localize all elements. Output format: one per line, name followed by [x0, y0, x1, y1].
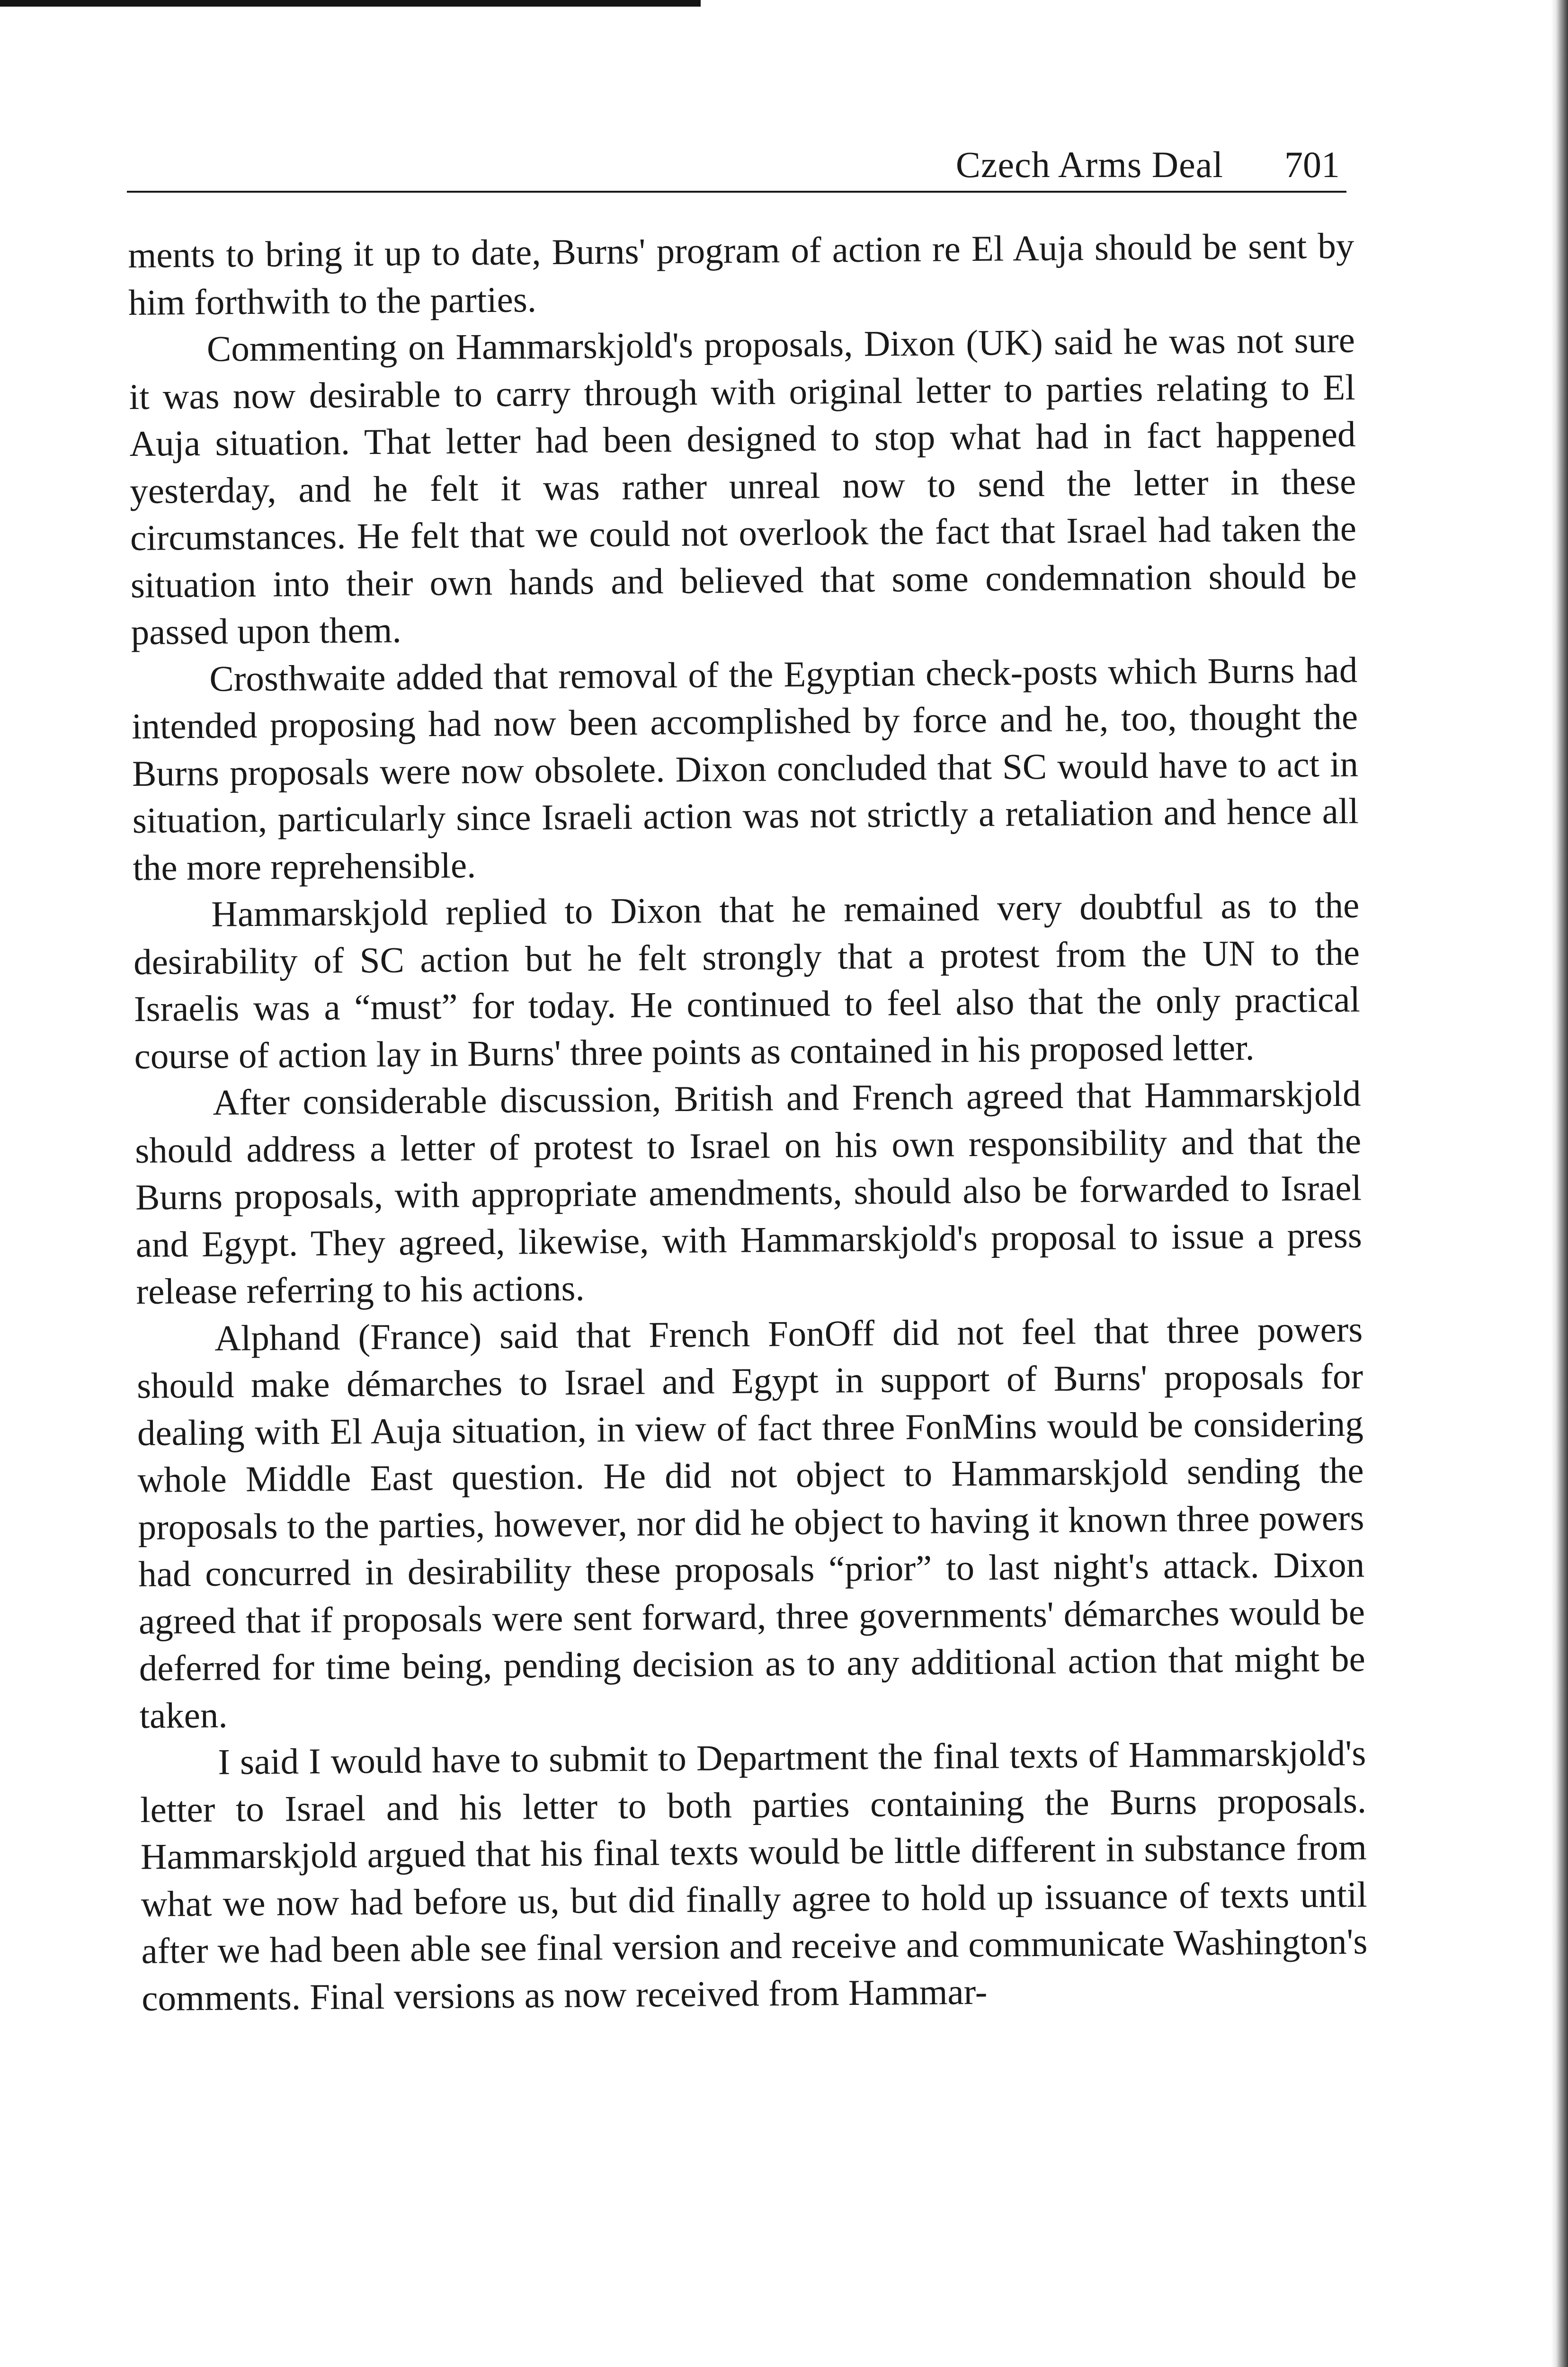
running-header-title: Czech Arms Deal: [955, 144, 1223, 185]
paragraph-alphand: Alphand (France) said that French FonOff did not feel that three powers should make démarches to Israel and Egypt in support of Burns' proposals for dealing with El Auja situation, in view of fact three FonMins would be considering whole Middle East question. He did not object to Hammarskjold sending the proposals to the parties, however, nor did he object to having it known three powers had concurred in desirability these proposals “prior” to last night's attack. Dixon agreed that if proposals were sent forward, three governments' démarches would be deferred for time being, pending decision as to any additional action that might be taken.: [136, 1308, 1366, 1736]
page-number: 701: [1284, 144, 1340, 185]
scan-top-edge: [0, 0, 701, 7]
running-header: [127, 135, 1346, 193]
scan-binding-edge: [1551, 0, 1568, 2367]
paragraph-crosthwaite: Crosthwaite added that removal of the Egyptian check-posts which Burns had intended proposing had now been accomplished by force and he, too, thought the Burns proposals were now obsolete. Dixon concluded that SC would have to act in situation, particularly since Israeli action was not strictly a retaliation and hence all the more reprehensible.: [131, 649, 1359, 888]
paragraph-final-texts: I said I would have to submit to Department the final texts of Hammarskjold's letter to Israel and his letter to both parties containing the Burns proposals. Hammarskjold argued that his final texts would be little different in substance from what we now had before us, but did finally agree to hold up issuance of texts until after we had been able see final version and receive and communicate Washington's comments. Final versions as now received from Hammar-: [140, 1732, 1368, 2019]
paragraph-agreement: After considerable discussion, British and French agreed that Hammarskjold should address a letter of protest to Israel on his own responsibility and that the Burns proposals, with appropriate amendments, should also be forwarded to Israel and Egypt. They agreed, likewise, with Hammarskjold's proposal to issue a press release referring to his actions.: [134, 1073, 1363, 1312]
paragraph-continued: ments to bring it up to date, Burns' program of action re El Auja should be sent by him forthwith to the parties.: [128, 225, 1354, 323]
body-text: [128, 222, 1368, 2022]
paragraph-dixon-comments: Commenting on Hammarskjold's proposals, Dixon (UK) said he was not sure it was now desirable to carry through with original letter to parties relating to El Auja situation. That letter had been designed to stop what had in fact happened yesterday, and he felt it was rather unreal now to send the letter in these circumstances. He felt that we could not overlook the fact that Israel had taken the situation into their own hands and believed that some condemnation should be passed upon them.: [129, 319, 1357, 652]
paragraph-hammarskjold-reply: Hammarskjold replied to Dixon that he remained very doubtful as to the desirability of SC action but he felt strongly that a protest from the UN to the Israelis was a “must” for today. He continued to feel also that the only practical course of action lay in Burns' three points as contained in his proposed letter.: [133, 884, 1361, 1077]
